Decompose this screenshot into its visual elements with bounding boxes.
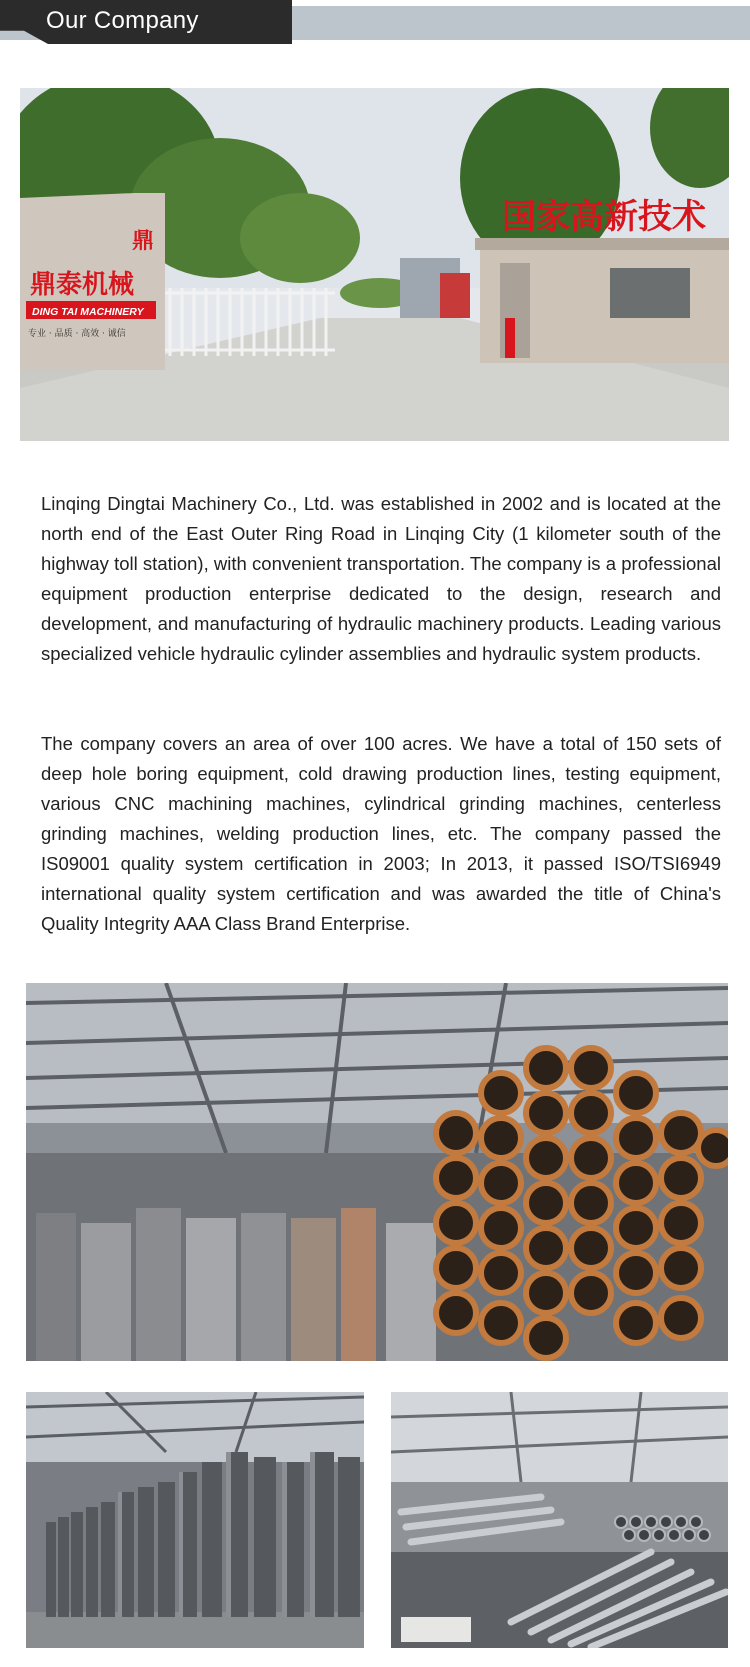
gate-sign-slogan: 专业 · 品质 · 高效 · 诚信 bbox=[28, 329, 126, 339]
tube-workshop-photo bbox=[391, 1392, 728, 1648]
company-intro-paragraph-2: The company covers an area of over 100 acres. We have a total of 150 sets of deep hole boring equipment, cold drawing production lines, testing equipment, various CNC machining machines, cylindrical grinding machines, centerless grinding machines, welding production lines, etc. The company passed the IS09001 quality system certification in 2003; In 2013, it passed ISO/TSI6949 international quality system certification and was awarded the title of China's Quality Integrity AAA Class Brand Enterprise. bbox=[41, 733, 721, 934]
rooftop-sign: 国家高新技术 bbox=[502, 197, 706, 237]
factory-gate-photo bbox=[20, 88, 729, 441]
steel-pipes-photo bbox=[26, 983, 728, 1361]
gate-sign-characters: 鼎泰机械 bbox=[30, 270, 135, 300]
svg-text:鼎: 鼎 bbox=[132, 229, 155, 254]
hydraulic-cylinders-photo bbox=[26, 1392, 364, 1648]
gate-sign-brand: DING TAI MACHINERY bbox=[32, 306, 144, 318]
company-intro-paragraph-1: Linqing Dingtai Machinery Co., Ltd. was established in 2002 and is located at the north end of the East Outer Ring Road in Linqing City (1 kilometer south of the highway toll station), with convenient transportation. The company is a professional equipment production enterprise dedicated to the design, research and development, and manufacturing of hydraulic machinery products. Leading various specialized vehicle hydraulic cylinder assemblies and hydraulic system products. bbox=[41, 493, 721, 664]
section-title: Our Company bbox=[46, 7, 199, 34]
